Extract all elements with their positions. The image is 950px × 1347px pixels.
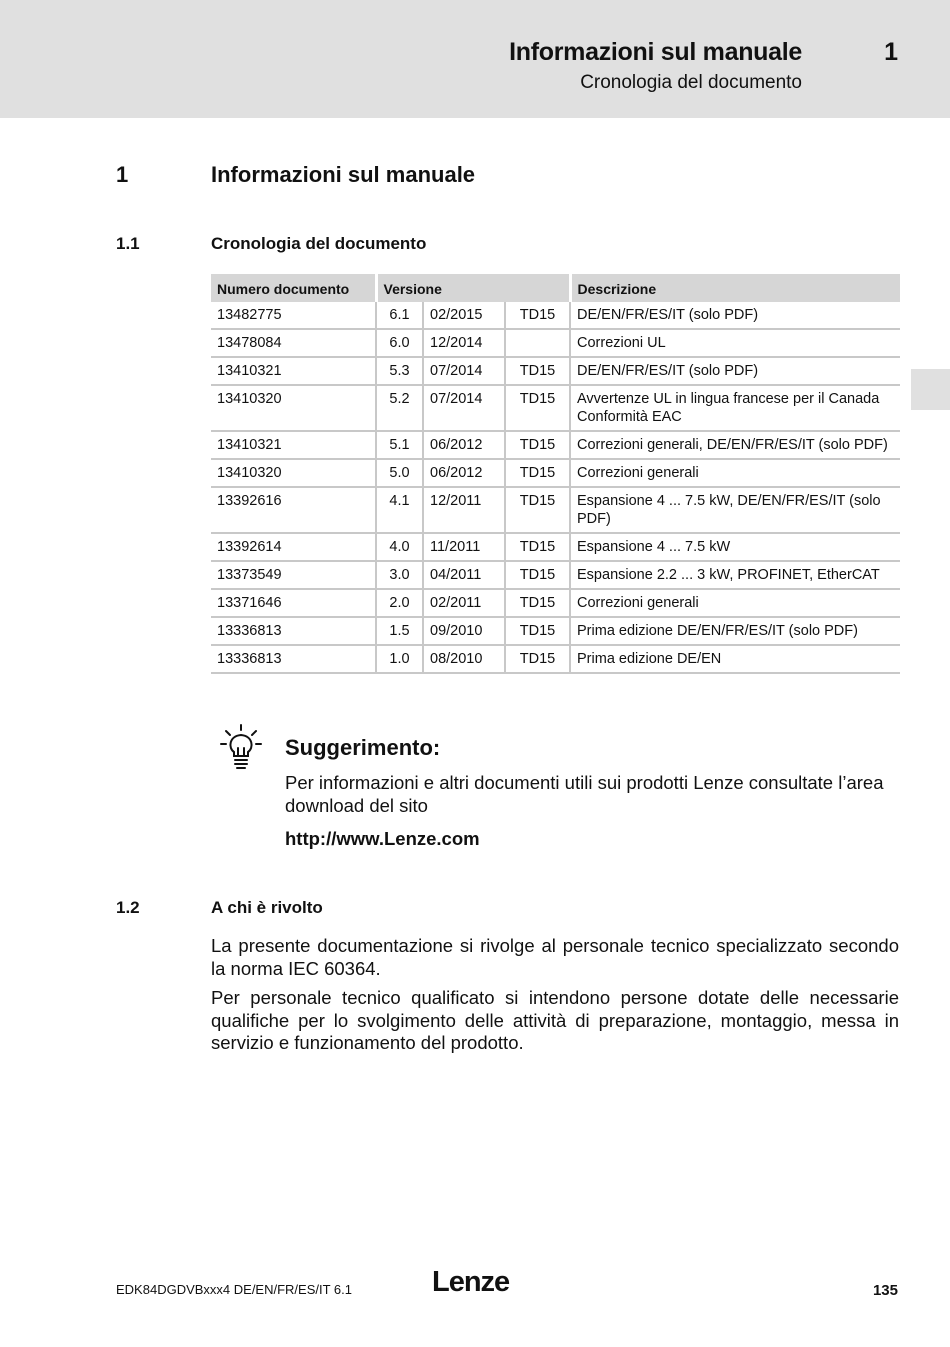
cell-code xyxy=(505,357,570,385)
cell-description-text: Prima edizione DE/EN xyxy=(577,651,722,667)
cell-code xyxy=(505,385,570,431)
cell-version-text: 1.0 xyxy=(389,651,410,667)
table-row xyxy=(211,329,900,357)
cell-description xyxy=(570,385,900,431)
cell-document-number xyxy=(211,357,376,385)
cell-document-number xyxy=(211,645,376,673)
cell-version-text: 5.2 xyxy=(389,391,410,407)
cell-code-text: TD15 xyxy=(519,651,556,667)
cell-date-text: 07/2014 xyxy=(430,363,483,379)
cell-code-text: TD15 xyxy=(519,391,556,407)
section-title: Informazioni sul manuale xyxy=(211,162,476,187)
cell-date xyxy=(423,385,505,431)
cell-version-text: 2.0 xyxy=(389,595,410,611)
cell-date xyxy=(423,617,505,645)
cell-document-number xyxy=(211,533,376,561)
cell-document-number-text: 13336813 xyxy=(217,651,282,667)
cell-code xyxy=(505,329,570,357)
cell-description xyxy=(570,329,900,357)
cell-description-text: Correzioni UL xyxy=(577,335,666,351)
cell-document-number-text: 13410320 xyxy=(217,465,282,481)
header-cell-description: Descrizione xyxy=(570,274,900,302)
cell-version xyxy=(376,533,423,561)
cell-document-number-text: 13410320 xyxy=(217,391,282,407)
cell-document-number-text: 13478084 xyxy=(217,335,282,351)
cell-description-text: Correzioni generali xyxy=(577,595,699,611)
cell-document-number xyxy=(211,561,376,589)
cell-date xyxy=(423,533,505,561)
cell-document-number-text: 13392616 xyxy=(217,493,282,509)
table-row xyxy=(211,385,900,431)
cell-version xyxy=(376,459,423,487)
cell-date xyxy=(423,302,505,329)
subsection-number: 1.2 xyxy=(116,898,140,917)
cell-description-text: DE/EN/FR/ES/IT (solo PDF) xyxy=(577,363,759,379)
cell-code xyxy=(505,561,570,589)
table-row xyxy=(211,645,900,673)
cell-code-text: TD15 xyxy=(519,567,556,583)
cell-description xyxy=(570,617,900,645)
lenze-logo: Lenze xyxy=(432,1266,510,1298)
cell-description-text: Prima edizione DE/EN/FR/ES/IT (solo PDF) xyxy=(577,623,858,639)
cell-description-text: Correzioni generali, DE/EN/FR/ES/IT (solo PDF) xyxy=(577,437,888,453)
table-body xyxy=(211,302,900,673)
cell-document-number xyxy=(211,459,376,487)
cell-version xyxy=(376,329,423,357)
cell-date xyxy=(423,431,505,459)
cell-description-text: Espansione 2.2 ... 3 kW, PROFINET, EtherCAT xyxy=(577,567,880,583)
cell-version-text: 5.3 xyxy=(389,363,410,379)
cell-description xyxy=(570,533,900,561)
cell-date-text: 12/2011 xyxy=(430,493,482,509)
table-row xyxy=(211,302,900,329)
cell-code-text: TD15 xyxy=(519,307,556,323)
cell-description xyxy=(570,561,900,589)
cell-description-text: Correzioni generali xyxy=(577,465,699,481)
tip-url[interactable]: http://www.Lenze.com xyxy=(285,828,480,849)
footer-document-id: EDK84DGDVBxxx4 DE/EN/FR/ES/IT 6.1 xyxy=(116,1282,352,1297)
cell-version-text: 1.5 xyxy=(389,623,410,639)
cell-date-text: 06/2012 xyxy=(430,465,483,481)
cell-date-text: 06/2012 xyxy=(430,437,483,453)
cell-document-number-text: 13371646 xyxy=(217,595,282,611)
cell-document-number xyxy=(211,329,376,357)
cell-date xyxy=(423,357,505,385)
table-row xyxy=(211,561,900,589)
paragraph: Per personale tecnico qualificato si intendono persone dotate delle necessarie qualifiche per lo svolgimento delle attività di preparazione, montaggio, messa in servizio e funzionamento del prodotto. xyxy=(211,987,899,1053)
revision-table xyxy=(211,274,900,674)
cell-version xyxy=(376,645,423,673)
cell-document-number xyxy=(211,487,376,533)
cell-version xyxy=(376,431,423,459)
cell-description-text: Avvertenze UL in lingua francese per il Canada xyxy=(577,391,880,407)
cell-date-text: 12/2014 xyxy=(430,335,483,351)
cell-document-number xyxy=(211,302,376,329)
cell-document-number xyxy=(211,385,376,431)
cell-document-number xyxy=(211,589,376,617)
table-row xyxy=(211,617,900,645)
table-header-row xyxy=(211,274,900,302)
cell-version-text: 3.0 xyxy=(389,567,410,583)
cell-date-text: 09/2010 xyxy=(430,623,483,639)
cell-code xyxy=(505,533,570,561)
cell-document-number-text: 13410321 xyxy=(217,363,282,379)
tip-body: Per informazioni e altri documenti utili sui prodotti Lenze consultate l’area download del sito xyxy=(285,772,884,816)
cell-date xyxy=(423,487,505,533)
cell-code xyxy=(505,645,570,673)
cell-date xyxy=(423,459,505,487)
cell-date xyxy=(423,589,505,617)
cell-version xyxy=(376,487,423,533)
cell-description xyxy=(570,487,900,533)
cell-code xyxy=(505,617,570,645)
cell-code xyxy=(505,431,570,459)
cell-code-text: TD15 xyxy=(519,465,556,481)
cell-date-text: 08/2010 xyxy=(430,651,483,667)
header-chapter-number: 1 xyxy=(884,38,898,66)
cell-description xyxy=(570,645,900,673)
cell-version xyxy=(376,617,423,645)
header-subtitle: Cronologia del documento xyxy=(580,72,802,93)
subsection-title: Cronologia del documento xyxy=(211,234,427,253)
header-cell-version: Versione xyxy=(376,274,570,302)
subsection-title: A chi è rivolto xyxy=(211,898,323,917)
cell-document-number-text: 13482775 xyxy=(217,307,282,323)
cell-description xyxy=(570,459,900,487)
lightbulb-icon xyxy=(218,724,264,770)
cell-date xyxy=(423,645,505,673)
cell-document-number-text: 13392614 xyxy=(217,539,282,555)
cell-description xyxy=(570,302,900,329)
cell-code-text: TD15 xyxy=(519,595,556,611)
cell-document-number xyxy=(211,617,376,645)
table-row xyxy=(211,487,900,533)
chapter-side-tab xyxy=(911,369,950,410)
cell-description xyxy=(570,357,900,385)
cell-version-text: 4.0 xyxy=(389,539,410,555)
header-cell-document: Numero documento xyxy=(211,274,376,302)
table-row xyxy=(211,357,900,385)
cell-description-text: Espansione 4 ... 7.5 kW, DE/EN/FR/ES/IT (solo PDF) xyxy=(577,493,881,527)
cell-code xyxy=(505,459,570,487)
header-title: Informazioni sul manuale xyxy=(509,38,802,66)
cell-version xyxy=(376,561,423,589)
cell-date-text: 02/2011 xyxy=(430,595,482,611)
cell-version xyxy=(376,589,423,617)
cell-code-text: TD15 xyxy=(519,539,556,555)
cell-code-text: TD15 xyxy=(519,363,556,379)
subsection-number: 1.1 xyxy=(116,234,140,253)
cell-version-text: 5.0 xyxy=(389,465,410,481)
cell-code xyxy=(505,487,570,533)
cell-date-text: 07/2014 xyxy=(430,391,483,407)
paragraph: La presente documentazione si rivolge al personale tecnico specializzato secondo la norma IEC 60364. xyxy=(211,935,899,979)
table-row xyxy=(211,589,900,617)
cell-version xyxy=(376,385,423,431)
cell-version-text: 4.1 xyxy=(389,493,410,509)
cell-document-number xyxy=(211,431,376,459)
cell-code-text: TD15 xyxy=(519,437,556,453)
cell-code xyxy=(505,302,570,329)
cell-date-text: 04/2011 xyxy=(430,567,482,583)
cell-description xyxy=(570,589,900,617)
cell-version-text: 6.1 xyxy=(389,307,410,323)
cell-version-text: 5.1 xyxy=(389,437,410,453)
cell-code-text: TD15 xyxy=(519,623,556,639)
cell-description-text-extra: Conformità EAC xyxy=(577,409,682,425)
cell-code xyxy=(505,589,570,617)
cell-date xyxy=(423,561,505,589)
cell-date-text: 02/2015 xyxy=(430,307,483,323)
tip-title: Suggerimento: xyxy=(285,735,441,760)
cell-version xyxy=(376,302,423,329)
cell-date xyxy=(423,329,505,357)
table-row xyxy=(211,533,900,561)
cell-description-text: Espansione 4 ... 7.5 kW xyxy=(577,539,731,555)
cell-date-text: 11/2011 xyxy=(430,539,481,555)
cell-document-number-text: 13373549 xyxy=(217,567,282,583)
section-number: 1 xyxy=(116,162,129,187)
table-row xyxy=(211,431,900,459)
cell-code-text: TD15 xyxy=(519,493,556,509)
table-row xyxy=(211,459,900,487)
cell-version-text: 6.0 xyxy=(389,335,410,351)
cell-description xyxy=(570,431,900,459)
cell-document-number-text: 13336813 xyxy=(217,623,282,639)
cell-version xyxy=(376,357,423,385)
cell-document-number-text: 13410321 xyxy=(217,437,282,453)
cell-description-text: DE/EN/FR/ES/IT (solo PDF) xyxy=(577,307,759,323)
page-header xyxy=(0,0,950,118)
page-number: 135 xyxy=(872,1282,898,1299)
